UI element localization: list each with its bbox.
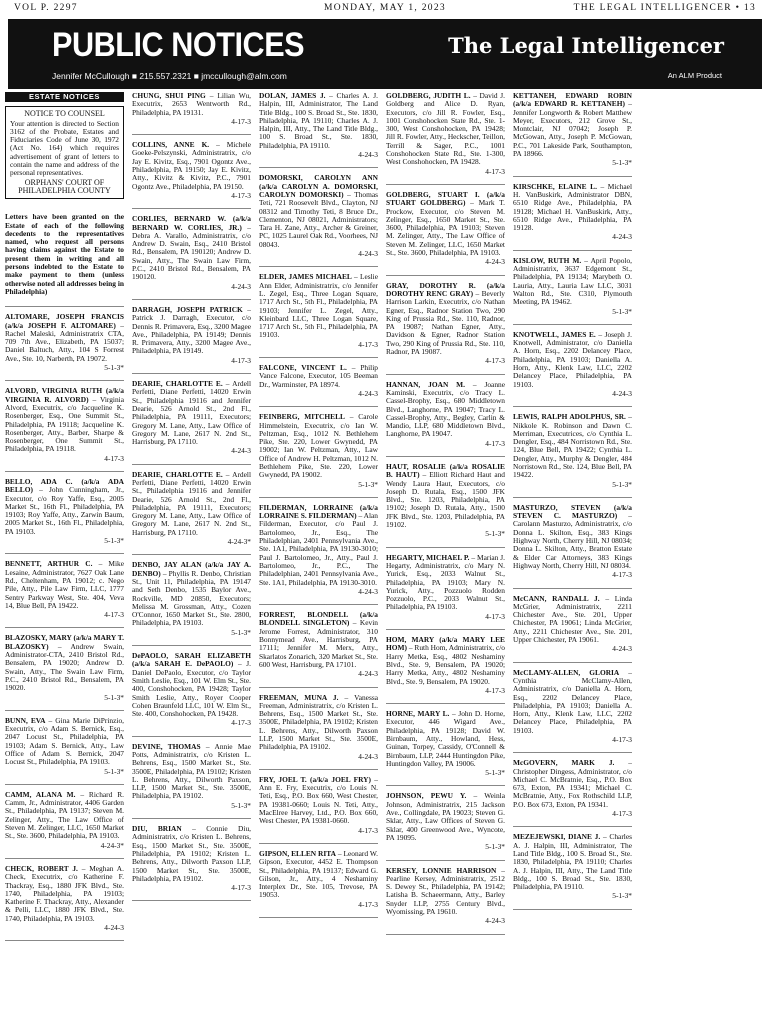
divider xyxy=(386,547,505,548)
notice-text: – Meghan A. Check, Executrix, c/o Katherine F. Thackray, Esq., 1880 JFK Blvd., Ste. 1740, Philadelphia, PA 19103; Katherine F. Thackray, Atty., Alexander & Pelli, LLC, 1880 JFK Blvd., Ste. 1740, Philadelphia, PA 19103. xyxy=(5,863,124,923)
decedent-name: DIU, BRIAN xyxy=(132,824,182,834)
divider xyxy=(132,464,251,465)
notice-run-code: 5-1-3* xyxy=(485,768,505,778)
decedent-name: KERSEY, LONNIE HARRISON xyxy=(386,865,497,875)
divider xyxy=(259,917,378,918)
notice-columns xyxy=(5,92,765,1018)
divider xyxy=(5,784,124,785)
decedent-name: FILDERMAN, LORRAINE (a/k/a LORRAINE S. FILDERMAN) xyxy=(259,502,378,521)
divider xyxy=(259,266,378,267)
notice-run-code: 4-24-3 xyxy=(104,923,124,933)
notice-run-code: 4-24-3* xyxy=(227,537,251,547)
decedent-name: GIPSON, ELLEN RITA xyxy=(259,848,336,858)
notice-text: – Charles A. J. Halpin, III, Administrator, The Land Title Bldg., 100 S. Broad St., Ste. 1830, Philadelphia, PA 19110; Charles A. J. Halpin, III, Atty., The Land Title Bldg., 100 S. Broad St., Ste. 1830, Philadelphia, PA 19110. xyxy=(513,832,632,892)
counsel-body: Your attention is directed to Section 3162 of the Probate, Estates and Fiduciaries Code of June 30, 1972 (Act No. 164) which requires advertisement of grant of letters to contain the name and address of the personal representatives. xyxy=(10,118,119,178)
divider xyxy=(259,604,378,605)
estate-notice xyxy=(513,595,632,654)
estate-notice xyxy=(5,865,124,932)
notice-run-code: 5-1-3* xyxy=(612,158,632,168)
contact-line: Jennifer McCullough ■ 215.557.2321 ■ jmccullough@alm.com xyxy=(52,71,287,81)
decedent-name: FORREST, BLONDELL (a/k/a BLONDELL SINGLETON) xyxy=(259,610,378,628)
notice-run-code: 4-17-3 xyxy=(358,899,378,909)
estate-notice xyxy=(5,634,124,701)
notice-text: – Leonard W. Gipson, Executor, 4452 E. Thompson St., Philadelphia, PA 19137; Edward G. Gilson, Jr., Atty., 4 Neshaminy Interplex Dr., Ste. 105, Trevose, PA 19053. xyxy=(259,848,378,900)
estate-notice xyxy=(259,611,378,678)
estate-notice xyxy=(513,257,632,316)
notice-run-code: 4-24-3* xyxy=(100,840,124,850)
notice-text: – Michael H. VanBuskirk, Administrator DBN, 6510 Ridge Ave., Philadelphia, PA 19128; Michael H. VanBuskirk, Atty., 6510 Ridge Ave., Philadelphia, PA 19128. xyxy=(513,181,632,233)
decedent-name: DePAOLO, SARAH ELIZABETH (a/k/a SARAH E. DePAOLO) xyxy=(132,651,251,669)
estate-notice xyxy=(386,191,505,267)
estate-notice xyxy=(259,694,378,761)
estate-notice xyxy=(132,215,251,291)
notice-run-code: 4-24-3 xyxy=(358,150,378,160)
divider xyxy=(513,176,632,177)
divider xyxy=(386,456,505,457)
divider xyxy=(259,497,378,498)
notice-run-code: 4-17-3 xyxy=(358,339,378,349)
notice-run-code: 5-1-3* xyxy=(612,891,632,901)
notice-run-code: 4-17-3 xyxy=(485,166,505,176)
notice-text: – Virginia Alvord, Executrix, c/o Jacqueline K. Rosenberger, Esq., One Summit St., Philadelphia, PA 19118; Jacqueline K. Rosenberger, Atty., Barber, Sharpe & Rosenberger, One Summit St., Philadelphia, PA 19118. xyxy=(5,394,124,454)
notice-text: – Ruth Hom, Administratrix, c/o Harry Metka, Esq., 4802 Neshaminy Blvd., Ste. 9, Bensalem, PA 19020; Harry Metka, Atty., 4802 Neshaminy Blvd., Ste. 9, Bensalem, PA 19020. xyxy=(386,643,505,686)
divider xyxy=(513,752,632,753)
notice-text: – Carolann Masturzo, Administratrix, c/o Donna L. Skilton, Esq., 383 Kings Highway North, Cherry Hill, NJ 08034; Donna L. Skilton, Atty., Bratton Estate & Elder Car Attorneys, 383 Kings Highway North, Cherry Hill, NJ 08034. xyxy=(513,511,632,570)
estate-notice xyxy=(513,504,632,580)
estate-notice xyxy=(132,743,251,810)
notice-run-code: 4-17-3 xyxy=(104,610,124,620)
decedent-name: MASTURZO, STEVEN (a/k/a STEVEN C. MASTURZO) xyxy=(513,502,632,521)
notice-run-code: 5-1-3* xyxy=(104,536,124,546)
estate-notice xyxy=(513,413,632,489)
decedent-name: JOHNSON, PEWU Y. xyxy=(386,791,467,801)
notice-text: – Andrew Swain, Administrator-CTA, 2410 Bristol Rd., Bensalem, PA 19020; Andrew D. Swain, Atty., The Swain Law Firm, P.C., 2410 Bristol Rd., Bensalem, PA 19020. xyxy=(5,641,124,693)
notice-text: – Patrick J. Darragh, Executor, c/o Dennis R. Primavera, Esq., 3200 Magee Ave., Philadelphia, PA 19149; Dennis R. Primavera, Atty., 3200 Magee Ave., Philadelphia, PA 19149. xyxy=(132,304,251,356)
divider xyxy=(5,858,124,859)
notice-run-code: 5-1-3* xyxy=(104,692,124,702)
estate-notice xyxy=(259,776,378,835)
notice-text: – John Cunningham, Jr., Executor, c/o Roy Yaffe, Esq., 2005 Market St., 16th Fl., Philadelphia, PA 19103; Roy Yaffe, Atty., Zarwin Baum, 2005 Market St., 16th Fl., Philadelphia, PA 19103. xyxy=(5,485,124,536)
notice-text: – Ardell Perfetti, Diane Perfetti, 14020 Erwin St., Philadelphia 19116 and Jennifer Dearie, 526 Arnold St., 2nd Fl., Philadelphia, PA 19111, Executors; Gregory M. Lane, Atty., Law Office of Gregory M. Lane, 2617 N. 2nd St., Harrisburg, PA 17110. xyxy=(132,379,251,447)
notice-text: – Leslie Ann Elder, Administratrix, c/o Jennifer L. Zegel, Esq., Three Logan Square, 1717 Arch St., 5th Fl., Philadelphia, PA 19103; Jennifer L. Zegel, Atty., Kleinbard LLC, Three Logan Square, 1717 Arch St., 5th Fl., Philadelphia, PA 19103. xyxy=(259,272,378,340)
divider xyxy=(5,627,124,628)
estate-notice xyxy=(5,478,124,545)
notice-run-code: 5-1-3* xyxy=(231,627,251,637)
estate-notice xyxy=(259,364,378,398)
column-3 xyxy=(259,92,378,1018)
estate-notice xyxy=(132,561,251,637)
notice-run-code: 4-24-3 xyxy=(485,916,505,926)
decedent-name: HAUT, ROSALIE (a/k/a ROSALIE B. HAUT) xyxy=(386,461,505,480)
banner-title: PUBLIC NOTICES xyxy=(52,26,305,64)
decedent-name: McCANN, RANDALL J. xyxy=(513,593,600,603)
divider xyxy=(513,662,632,663)
notice-text: – Phyllis R. Denbo, Christian St., Unit 11, Philadelphia, PA 19147 and Seth Denbo, 1535 Baylor Ave., Rockville, MD 20850, Executors; Melissa M. Grossman, Atty., Cozen O'Connor, 1650 Market St., Ste. 2800, Philadelphia, PA 19103. xyxy=(132,568,251,628)
estate-notice xyxy=(5,313,124,372)
notice-text: – Thomas Teti, 721 Roosevelt Blvd., Clayton, NJ 08312 and Timothy Teti, 8 Bruce Dr., Clementon, NJ 08021, Administrators; Tara H. Zane, Atty., Archer & Greiner, PC, 1025 Laurel Oak Rd., Voorhees, NJ 08043. xyxy=(259,189,378,249)
estate-notice xyxy=(513,833,632,900)
counsel-footer: ORPHANS' COURT OF PHILADELPHIA COUNTY xyxy=(18,177,111,195)
notice-text: – David J. Goldberg and Alice D. Ryan, Executors, c/o Jill R. Fowler, Esq., 1001 Conshohocken State Rd., Ste. 1-300, West Conshohocken, PA 19428; Jill R. Fowler, Atty., Heckscher, Teillon, Terrill & Sager, P.C., 1001 Conshohocken State Rd., Ste. 1-300, West Conshohocken, PA 19428. xyxy=(386,92,505,167)
decedent-name: CORLIES, BERNARD W. (a/k/a BERNARD W. CORLIES, JR.) xyxy=(132,214,251,232)
notice-run-code: 5-1-3* xyxy=(485,529,505,539)
notice-run-code: 4-24-3 xyxy=(358,249,378,259)
divider xyxy=(132,818,251,819)
legal-intelligencer-logo: The Legal Intelligencer xyxy=(448,33,724,58)
notice-run-code: 5-1-3* xyxy=(104,363,124,373)
notice-run-code: 4-17-3 xyxy=(485,438,505,448)
notice-list xyxy=(5,313,124,941)
notice-run-code: 4-24-3 xyxy=(612,388,632,398)
divider xyxy=(5,940,124,941)
notice-run-code: 5-1-3* xyxy=(104,766,124,776)
decedent-name: DEVINE, THOMAS xyxy=(132,741,201,751)
decedent-name: ALVORD, VIRGINIA RUTH (a/k/a VIRGINIA R. ALVORD) xyxy=(5,386,124,404)
decedent-name: CAMM, ALANA M. xyxy=(5,789,76,799)
decedent-name: McGOVERN, MARK J. xyxy=(513,758,615,768)
public-notices-banner xyxy=(8,19,762,89)
divider xyxy=(386,934,505,935)
divider xyxy=(5,553,124,554)
notice-text: – Mike Lesaine, Administrator, 7627 Oak Lane Rd., Cheltenham, PA 19012; c. Nego Pile, Atty., Pile Law Firm, LLC, 1777 Sentry Parkway West, Ste. 404, Veva 14, Blue Bell, PA 19422. xyxy=(5,559,124,610)
volume-label: VOL P. 2297 xyxy=(14,3,78,13)
notice-run-code: 4-17-3 xyxy=(485,611,505,621)
divider xyxy=(259,357,378,358)
estate-notice xyxy=(259,504,378,596)
estate-notice xyxy=(132,306,251,365)
divider xyxy=(513,324,632,325)
divider xyxy=(513,250,632,251)
notice-run-code: 4-24-3 xyxy=(358,751,378,761)
page-folio xyxy=(14,3,756,17)
divider xyxy=(386,785,505,786)
notice-run-code: 5-1-3* xyxy=(231,800,251,810)
notice-text: – Connie Diu, Administratrix, c/o Kristen L. Behrens, Esq., 1500 Market St., Ste. 3500E, Philadelphia, PA 19102; Kristen L. Behrens, Atty., Dilworth Paxson LLP, 1500 Market St., Ste. 3500E, Philadelphia, PA 19102. xyxy=(132,824,251,883)
notice-text: – J. Daniel DePaolo, Executor, c/o Taylor Smith Leslie, Esq., 101 W. Elm St., Ste. 400, Conshohocken, PA 19428; Taylor Smith Leslie, Atty., Royer Cooper Cohen Braunfeld LLC, 101 W. Elm St., Ste. 400, Conshohocken, PA 19428. xyxy=(132,659,251,719)
decedent-name: DOMORSKI, CAROLYN ANN (a/k/a CAROLYN A. DOMORSKI, CAROLYN DOMORSKI) xyxy=(259,173,378,199)
decedent-name: CHECK, ROBERT J. xyxy=(5,863,78,873)
estate-notice xyxy=(513,92,632,168)
issue-date: MONDAY, MAY 1, 2023 xyxy=(324,3,446,13)
notice-text: – Carole Himmelstein, Executrix, c/o Ian W. Peltzman, Esq., 1012 N. Bethlehem Pike, Ste. 220, Lower Gwynedd, PA 19002; Ian W. Peltzman, Atty., Law Office of Andrew H. Peltzman, 1012 N. Bethlehem Pike, Ste. 220, Lower Gwynedd, PA 19002. xyxy=(259,412,378,480)
decedent-name: HORNE, MARY L. xyxy=(386,709,450,719)
estate-notice xyxy=(386,381,505,448)
notice-text: – Kevin Jerome Forrest, Administrator, 310 Bonnymead Ave., Harrisburg, PA 17111; Jennifer M. Merx, Atty., Skarlatos Zonarich, 320 Market St., Ste. 600 West, Harrisburg, PA 17101. xyxy=(259,618,378,669)
estate-notice xyxy=(259,273,378,349)
decedent-name: DARRAGH, JOSEPH PATRICK xyxy=(132,304,243,314)
decedent-name: BLAZOSKY, MARY (a/k/a MARY T. BLAZOSKY) xyxy=(5,633,124,651)
estate-notice xyxy=(5,560,124,619)
notice-text: – Vanessa Freeman, Administratrix, c/o Kristen L. Behrens, Esq., 1500 Market St., Ste. 3500E, Philadelphia, PA 19102; Kristen L. Behrens, Atty., Dilworth Paxson LLP, 1500 Market St., Ste. 3500E, Philadelphia, PA 19102. xyxy=(259,692,378,752)
notice-run-code: 4-24-3 xyxy=(485,257,505,267)
estate-notice xyxy=(132,92,251,126)
divider xyxy=(386,184,505,185)
notice-text: – April Popolo, Administratrix, 3637 Edgemont St., Philadelphia, PA 19134; Marybeth O. Lauria, Atty., Lauria Law LLC, 3031 Walton Rd., Ste. C310, Plymouth Meeting, PA 19462. xyxy=(513,255,632,307)
divider xyxy=(132,299,251,300)
notice-text: – Pearline Kersey, Administratrix, 2512 S. Dewey St., Philadelphia, PA 19142; Latisha B. Schaeermann, Atty., Barley Snyder LLP, 2755 Century Blvd., Wyomissing, PA 19610. xyxy=(386,865,505,917)
estate-notice xyxy=(386,554,505,621)
estate-notice xyxy=(132,141,251,200)
notice-run-code: 5-1-3* xyxy=(485,842,505,852)
estate-notice xyxy=(513,669,632,745)
divider xyxy=(259,406,378,407)
decedent-name: BENNETT, ARTHUR C. xyxy=(5,559,93,569)
notice-text: – Debra A. Varallo, Administratrix, c/o Andrew D. Swain, Esq., 2410 Bristol Rd., Bensalem, PA 190120; Andrew D. Swain, Atty., The Swain Law Firm, P.C., 2410 Bristol Rd., Bensalem, PA 190120. xyxy=(132,222,251,282)
estate-notice xyxy=(513,183,632,242)
notice-list xyxy=(513,92,632,910)
divider xyxy=(513,406,632,407)
notice-run-code: 4-17-3 xyxy=(612,570,632,580)
notice-text: – John D. Horne, Executor, 446 Wigard Ave., Philadelphia, PA 19128; David W. Birnbaum, Atty., Howland, Hess, Guinan, Torpey, Cassidy, O'Connell & Birnbaum, LLP, 2444 Huntingdon Pike, Huntingdon Valley, PA 19006. xyxy=(386,709,505,768)
decedent-name: KIRSCHKE, ELAINE L. xyxy=(513,181,597,191)
notice-text: – Linda McGrier, Administratrix, 2211 Chichester Ave., Ste. 201, Upper Chichester, PA 19061; Linda McGrier, Atty., 2211 Chichester Ave., Ste. 201, Upper Chichester, PA 19061. xyxy=(513,593,632,645)
notice-run-code: 4-17-3 xyxy=(231,718,251,728)
notice-text: – Mark T. Prockow, Executor, c/o Steven M. Zelinger, Esq., 1650 Market St., Ste. 3600, Philadelphia, PA 19103; Steven M. Zelinger, Atty., The Law Office of Steven M. Zelinger, LLC, 1650 Market St., Ste. 3600, Philadelphia, PA 19103. xyxy=(386,198,505,258)
notice-run-code: 4-24-3 xyxy=(231,281,251,291)
divider xyxy=(386,275,505,276)
divider xyxy=(5,306,124,307)
notice-text: – Ardell Perfetti, Diane Perfetti, 14020 Erwin St., Philadelphia 19116 and Jennifer Dearie, 526 Arnold St., 2nd Fl., Philadelphia, PA 19111, Executors; Gregory M. Lane, Atty., Law Office of Gregory M. Lane, 2617 N. 2nd St., Harrisburg, PA 17110. xyxy=(132,469,251,537)
notice-run-code: 4-24-3 xyxy=(358,669,378,679)
notice-run-code: 4-17-3 xyxy=(231,190,251,200)
divider xyxy=(5,380,124,381)
decedent-name: GRAY, DOROTHY R. (a/k/a DOROTHY RENC GRAY) xyxy=(386,280,505,298)
notice-text: – Nikkole K. Robinson and Dawn C. Merriman, Executrices, c/o Cynthia L. Dengler, Esq., 484 Norristown Rd., Ste. 124, Blue Bell, PA 19422; Cynthia L. Dengler, Atty., Murphy & Dengler, 484 Norristown Rd., Ste. 124, Blue Bell, PA 19422. xyxy=(513,412,632,480)
notice-run-code: 5-1-3* xyxy=(612,479,632,489)
estate-notice xyxy=(259,413,378,489)
notice-text: – Jennifer Longworth & Robert Matthew Meyer, Executors, 212 Grove St., Montclair, NJ 07042; Joseph P. McGowan, Atty., Joseph P. McGowan, P.C., 701 Lakeside Park, Southampton, PA 18966. xyxy=(513,99,632,159)
notice-text: – Richard R. Camm, Jr., Administrator, 4406 Garden St., Philadelphia, PA 19137; Steven M. Zelinger, Atty., The Law Office of Steven M. Zelinger, LLC, 1650 Market St., Ste. 3600, Philadelphia, PA 19103. xyxy=(5,789,124,841)
divider xyxy=(132,208,251,209)
estate-notice xyxy=(259,174,378,258)
notice-text: – Lilian Wu, Executrix, 2653 Wentworth Rd., Philadelphia, PA 19131. xyxy=(132,92,251,117)
notice-text: – Annie Mae Potts, Administratrix, c/o Kristen L. Behrens, Esq., 1500 Market St., Ste. 3500E, Philadelphia, PA 19102; Kristen L. Behrens, Atty., Dilworth Paxson, LLP, 1500 Market St., Ste. 3500E, Philadelphia, PA 19102. xyxy=(132,741,251,801)
estate-notice xyxy=(386,282,505,366)
notice-run-code: 4-17-3 xyxy=(612,735,632,744)
estate-notice xyxy=(132,380,251,456)
notice-list xyxy=(259,92,378,918)
divider xyxy=(132,134,251,135)
notice-run-code: 4-24-3 xyxy=(612,644,632,654)
decedent-name: BELLO, ADA C. (a/k/a ADA BELLO) xyxy=(5,476,124,495)
notice-list xyxy=(132,92,251,901)
estate-notice xyxy=(513,331,632,398)
divider xyxy=(386,860,505,861)
estate-notice xyxy=(259,850,378,909)
notice-run-code: 4-24-3 xyxy=(358,388,378,398)
column-1 xyxy=(5,92,124,1018)
divider xyxy=(132,645,251,646)
column-4 xyxy=(386,92,505,1018)
divider xyxy=(386,374,505,375)
decedent-name: GOLDBERG, JUDITH L. xyxy=(386,92,471,100)
decedent-name: LEWIS, RALPH ADOLPHUS, SR. xyxy=(513,412,626,422)
divider xyxy=(386,703,505,704)
estate-notice xyxy=(132,652,251,728)
decedent-name: FREEMAN, MUNA J. xyxy=(259,692,339,702)
decedent-name: ELDER, JAMES MICHAEL xyxy=(259,272,352,282)
column-5 xyxy=(513,92,632,1018)
notice-text: – Beverly Harrison Larkin, Executrix, c/o Nathan Egner, Esq., Radnor Station Two, 290 King of Prussia Rd., Ste. 110, Radnor, PA 19087; Nathan Egner, Atty., Davidson & Egner, Radnor Station Two, 290 King of Prussia Rd., Ste. 110, Radnor, PA 19087. xyxy=(386,288,505,357)
decedent-name: DEARIE, CHARLOTTE E. xyxy=(132,469,223,479)
column-2 xyxy=(132,92,251,1018)
notice-text: – Joseph J. Knotwell, Administrator, c/o Daniella A. Horn, Esq., 2202 Delancey Place, Philadelphia, PA 19103; Daniella A. Horn, Atty., Klenk Law, LLC, 2202 Delancey Place, Philadelphia, PA 19103. xyxy=(513,329,632,389)
notice-text: – Cynthia McClamy-Allen, Administratrix, c/o Daniella A. Horn, Esq., 2202 Delancey Place, Philadelphia, PA 19103; Daniella A. Horn, Atty., Klenk Law, LLC, 2202 Delancey Place, Philadelphia, PA 19103. xyxy=(513,667,632,735)
alm-product-label: An ALM Product xyxy=(667,71,722,80)
estate-notice xyxy=(5,387,124,463)
paper-name-page: THE LEGAL INTELLIGENCER • 13 xyxy=(573,3,756,13)
divider xyxy=(132,554,251,555)
decedent-name: BUNN, EVA xyxy=(5,715,46,725)
decedent-name: HOM, MARY (a/k/a MARY LEE HOM) xyxy=(386,635,505,653)
notice-text: – Alan Filderman, Executor, c/o Paul J. Bartolomeo, Jr., Esq., The Philadelphian, 2401 Pennsylvania Ave., Ste. 1A1, Philadelphia, PA 19130-3010; Paul J. Bartolomeo, Jr., Atty., Paul J. Bartolomeo, Jr., P.C., The Philadelphian, 2401 Pennsylvania Ave., Ste. 1A1, Philadelphia, PA 19130-3010. xyxy=(259,511,378,587)
notice-run-code: 5-1-3* xyxy=(612,306,632,316)
estate-notice xyxy=(386,92,505,176)
letters-intro: Letters have been granted on the Estate of each of the following decedents to the representatives named, who request all persons having claims against the Estate to present them in writing and all persons indebted to the Estate to make payment to them (unless otherwise noted all addresses being in Philadelphia) xyxy=(5,212,124,296)
divider xyxy=(259,167,378,168)
notice-run-code: 4-17-3 xyxy=(104,453,124,463)
decedent-name: GOLDBERG, STUART I. (a/k/a STUART GOLDBERG) xyxy=(386,189,505,208)
estate-notice xyxy=(386,867,505,926)
notice-text: – Rachel Maleski, Administratrix CTA, 709 7th Ave., Elizabeth, PA 15037; Daniel Baltuch, Atty., 104 S Forrest Ave., Ste. 10, Narberth, PA 19072. xyxy=(5,320,124,363)
decedent-name: DEARIE, CHARLOTTE E. xyxy=(132,379,223,389)
notice-run-code: 4-17-3 xyxy=(485,356,505,366)
notice-run-code: 4-17-3 xyxy=(231,883,251,893)
decedent-name: KISLOW, RUTH M. xyxy=(513,255,582,265)
notice-text: – Michele Goeke-Pelszynski, Administratrix, c/o Jay E. Kivitz, Esq., 7901 Ogontz Ave., Philadelphia, PA 19150; Jay E. Kivitz, Atty., Kivitz & Kivitz, P.C., 7901 Ogontz Ave., Philadelphia, PA 19150. xyxy=(132,140,251,191)
decedent-name: HANNAN, JOAN M. xyxy=(386,379,465,389)
decedent-name: FEINBERG, MITCHELL xyxy=(259,412,345,422)
divider xyxy=(5,471,124,472)
notice-text: – Weinla Johnson, Administratrix, 215 Jackson Ave., Collingdale, PA 19023; Steven G. Sklar, Atty., Law Offices of Steven G. Sklar, 400 Greenwood Ave., Wyncote, PA 19095. xyxy=(386,791,505,842)
estate-notice xyxy=(132,825,251,892)
estate-notice xyxy=(386,463,505,539)
divider xyxy=(259,687,378,688)
notice-run-code: 4-24-3 xyxy=(612,232,632,242)
estate-notice xyxy=(386,710,505,777)
notice-run-code: 4-17-3 xyxy=(612,809,632,819)
divider xyxy=(386,629,505,630)
divider xyxy=(513,497,632,498)
notice-text: – Gina Marie DiPrinzio, Executrix, c/o Adam S. Bernick, Esq., 2047 Locust St., Philadelphia, PA 19103; Adam S. Bernick, Atty., Law Office of Adam S. Bernick, 2047 Locust St., Philadelphia, PA 19103. xyxy=(5,715,124,767)
section-header: ESTATE NOTICES xyxy=(5,92,124,102)
estate-notice xyxy=(259,92,378,159)
decedent-name: COLLINS, ANNE K. xyxy=(132,140,210,150)
estate-notice xyxy=(513,759,632,818)
estate-notice xyxy=(386,792,505,851)
divider xyxy=(132,736,251,737)
estate-notice xyxy=(132,471,251,547)
decedent-name: HEGARTY, MICHAEL P. xyxy=(386,552,470,562)
decedent-name: CHUNG, SHUI PING xyxy=(132,92,206,100)
decedent-name: FALCONE, VINCENT L. xyxy=(259,363,347,373)
notice-run-code: 4-24-3 xyxy=(358,586,378,596)
divider xyxy=(5,710,124,711)
decedent-name: FRY, JOEL T. (a/k/a JOEL FRY) xyxy=(259,774,371,784)
notice-text: – Marian J. Hegarty, Administratrix, c/o Mary N. Yurick, Esq., 2033 Walnut St., Philadelphia, PA 19103; Mary N. Yurick, Atty., Pozzuolo Rodden Pozzuolo, P.C., 2033 Walnut St., Philadelphia, PA 19103. xyxy=(386,552,505,612)
estate-notice xyxy=(386,636,505,695)
divider xyxy=(259,769,378,770)
notice-text: – Philip Vance Falcone, Executor, 105 Beeman Dr., Warminster, PA 18974. xyxy=(259,363,378,389)
notice-text: – Christopher Dingess, Administrator, c/o Michael C. McBratnie, Esq., P.O. Box 673, Exton, PA 19341; Michael C. McBratnie, Atty., Fox Rothschild LLP, P.O. Box 673, Exton, PA 19341. xyxy=(513,758,632,809)
notice-run-code: 4-17-3 xyxy=(358,825,378,835)
notice-run-code: 4-24-3 xyxy=(231,446,251,456)
notice-run-code: 4-17-3 xyxy=(231,116,251,126)
estate-notice xyxy=(5,717,124,776)
notice-list xyxy=(386,92,505,935)
notice-text: – Joanne Kaminski, Executrix, c/o Tracy L. Cassel-Brophy, Esq., 680 Middletown Blvd., Langhorne, PA 19047; Tracy L. Cassel-Brophy, Atty., Begley, Carlin & Mandio, LLP, 680 Middletown Blvd., Langhorne, PA 19047. xyxy=(386,379,505,439)
notice-text: – Elliott Richard Haut and Wendy Laura Haut, Executors, c/o Joseph D. Rutala, Esq., 1500 JFK Blvd., Ste. 1203, Philadelphia, PA 19102; Joseph D. Rutala, Atty., 1500 JFK Blvd., Ste. 1203, Philadelphia, PA 19102. xyxy=(386,470,505,530)
divider xyxy=(513,588,632,589)
decedent-name: KETTANEH, EDWARD ROBIN (a/k/a EDWARD R. KETTANEH) xyxy=(513,92,632,109)
decedent-name: KNOTWELL, JAMES E. xyxy=(513,329,596,339)
notice-run-code: 5-1-3* xyxy=(358,479,378,489)
counsel-heading: NOTICE TO COUNSEL xyxy=(24,109,105,119)
notice-run-code: 4-17-3 xyxy=(485,685,505,695)
decedent-name: ALTOMARE, JOSEPH FRANCIS (a/k/a JOSEPH F. ALTOMARE) xyxy=(5,312,124,330)
divider xyxy=(132,900,251,901)
decedent-name: DOLAN, JAMES J. xyxy=(259,92,326,100)
decedent-name: DENBO, JAY ALAN (a/k/a JAY A. DENBO) xyxy=(132,560,251,578)
estate-notice xyxy=(5,791,124,850)
divider xyxy=(259,843,378,844)
notice-run-code: 4-17-3 xyxy=(231,355,251,365)
divider xyxy=(513,826,632,827)
decedent-name: MEZEJEWSKI, DIANE J. xyxy=(513,832,601,842)
notice-text: – Charles A. J. Halpin, III, Administrator, The Land Title Bldg., 100 S. Broad St., Ste. 1830, Philadelphia, PA 19110; Charles A. J. Halpin, III, Atty., The Land Title Bldg., 100 S. Broad St., Ste. 1830, Philadelphia, PA 19110. xyxy=(259,92,378,150)
decedent-name: McCLAMY-ALLEN, GLORIA xyxy=(513,667,620,677)
notice-to-counsel-box xyxy=(5,106,124,199)
notice-text: – Ann E. Fry, Executrix, c/o Louis N. Teti, Esq., P.O. Box 660, West Chester, PA 19381-0660; Louis N. Teti, Atty., MacElree Harvey, Ltd., P.O. Box 660, West Chester, PA 19381-0660. xyxy=(259,774,378,826)
divider xyxy=(513,909,632,910)
divider xyxy=(132,373,251,374)
